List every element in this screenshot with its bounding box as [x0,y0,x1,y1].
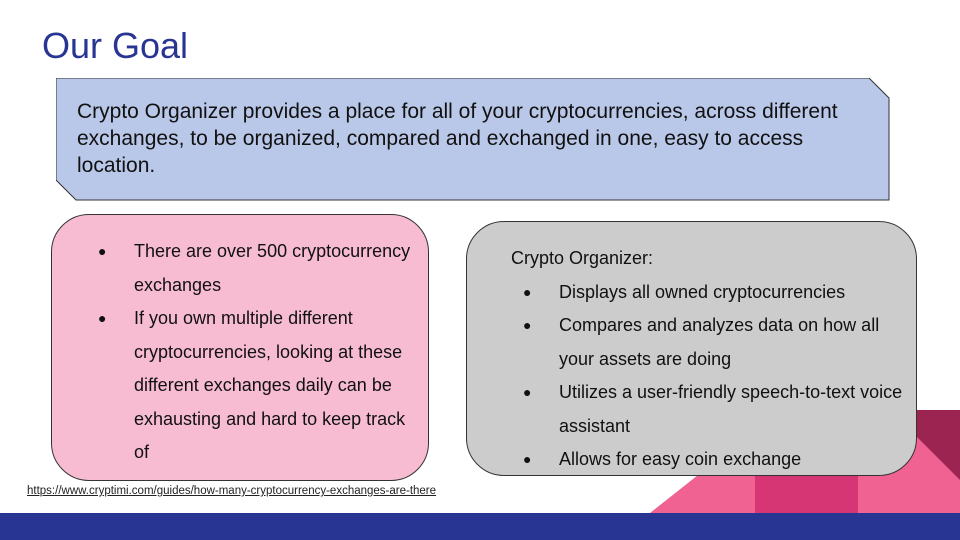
list-item [477,276,917,310]
bullet-icon: ● [523,451,532,467]
list-item [52,235,422,302]
bullet-icon: ● [98,243,107,259]
solution-point-text: Compares and analyzes data on how all your assets are doing [559,315,880,369]
list-item [477,443,917,477]
problem-box [51,214,429,481]
footer-bar [0,513,960,540]
problem-point-text: There are over 500 cryptocurrency exchanges [134,241,411,295]
solution-point-text: Displays all owned cryptocurrencies [559,281,846,302]
bullet-icon: ● [523,384,532,400]
solution-box [466,221,917,476]
bullet-icon: ● [98,310,107,326]
solution-point-text: Utilizes a user-friendly speech-to-text voice assistant [559,382,903,436]
page-title: Our Goal [42,25,189,66]
bullet-icon: ● [523,317,532,333]
goal-text: Crypto Organizer provides a place for all of your cryptocurrencies, across different exchanges, to be organized, compared and exchanged in one, easy to access location. [77,100,838,177]
problem-point-text: If you own multiple different cryptocurrencies, looking at these different exchanges daily can be exhausting and hard to keep track of [134,308,406,462]
list-item [52,302,422,470]
goal-callout [56,78,890,201]
source-link[interactable]: https://www.cryptimi.com/guides/how-many-cryptocurrency-exchanges-are-there [27,485,437,497]
solution-list [477,276,917,477]
list-item [477,309,917,376]
solution-heading: Crypto Organizer: [511,248,654,268]
solution-point-text: Allows for easy coin exchange [559,449,802,469]
bullet-icon: ● [523,283,532,300]
list-item [477,376,917,443]
problem-list [52,235,422,470]
